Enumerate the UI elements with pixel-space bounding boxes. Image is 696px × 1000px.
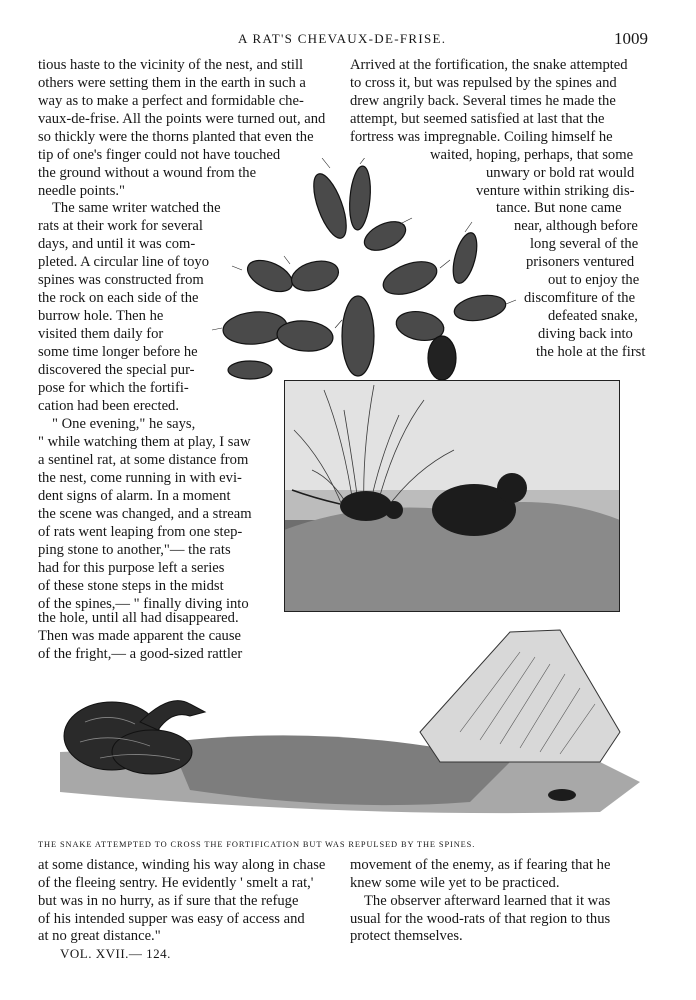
text-line: vaux-de-frise. All the points were turned out, and	[38, 111, 326, 127]
text-line: The observer afterward learned that it was	[364, 893, 611, 909]
text-line: at some distance, winding his way along in chase	[38, 857, 326, 873]
text-line: to cross it, but was repulsed by the spines and	[350, 75, 617, 91]
text-line: a sentinel rat, at some distance from	[38, 452, 249, 468]
text-line: of these stone steps in the midst	[38, 578, 224, 594]
text-line: rats at their work for several	[38, 218, 203, 234]
rats-illustration	[284, 380, 620, 612]
text-line: of the fright,— a good-sized rattler	[38, 646, 243, 662]
text-line: cation had been erected.	[38, 398, 179, 414]
page-header	[0, 29, 696, 51]
text-line: dent signs of alarm. In a moment	[38, 488, 231, 504]
text-line: so thickly were the thorns planted that even the	[38, 129, 314, 145]
text-line: of the spines,— " finally diving into	[38, 596, 249, 612]
text-line: usual for the wood-rats of that region to thus	[350, 911, 611, 927]
running-title: A RAT'S CHEVAUX-DE-FRISE.	[238, 31, 447, 46]
text-line: tip of one's finger could not have touched	[38, 147, 281, 163]
text-line: of the fleeing sentry. He evidently ' smelt a rat,'	[38, 875, 314, 891]
text-line: of rats went leaping from one step-	[38, 524, 243, 540]
text-line: needle points."	[38, 183, 126, 199]
text-line: venture within striking dis-	[476, 183, 635, 199]
volume-folio: VOL. XVII.— 124.	[60, 946, 171, 961]
text-line: waited, hoping, perhaps, that some	[430, 147, 634, 163]
text-line: the scene was changed, and a stream	[38, 506, 252, 522]
text-line: out to enjoy the	[548, 272, 640, 288]
text-line: tious haste to the vicinity of the nest, and still	[38, 57, 304, 73]
text-line: the hole at the first	[536, 344, 646, 360]
text-line: days, and until it was com-	[38, 236, 196, 252]
text-line: tance. But none came	[496, 200, 622, 216]
text-line: knew some wile yet to be practiced.	[350, 875, 560, 891]
figure-caption: THE SNAKE ATTEMPTED TO CROSS THE FORTIFICATION BUT WAS REPULSED BY THE SPINES.	[38, 840, 476, 849]
text-line: the ground without a wound from the	[38, 165, 257, 181]
text-line: movement of the enemy, as if fearing that he	[350, 857, 611, 873]
text-line: near, although before	[514, 218, 638, 234]
text-line: others were setting them in the earth in such a	[38, 75, 306, 91]
text-line: prisoners ventured	[526, 254, 635, 270]
text-line: discomfiture of the	[524, 290, 636, 306]
text-line: protect themselves.	[350, 928, 463, 944]
text-line: " One evening," he says,	[52, 416, 196, 432]
text-line: fortress was impregnable. Coiling himself he	[350, 129, 613, 145]
text-line: the rock on each side of the	[38, 290, 199, 306]
text-line: The same writer watched the	[52, 200, 221, 216]
text-line: visited them daily for	[38, 326, 164, 342]
text-line: spines was constructed from	[38, 272, 204, 288]
text-line: long several of the	[530, 236, 639, 252]
text-line: diving back into	[538, 326, 633, 342]
text-line: defeated snake,	[548, 308, 638, 324]
text-line: drew angrily back. Several times he made the	[350, 93, 616, 109]
text-line: some time longer before he	[38, 344, 198, 360]
text-line: discovered the special pur-	[38, 362, 195, 378]
text-line: ping stone to another,"— the rats	[38, 542, 231, 558]
text-line: attempt, but seemed satisfied at last that the	[350, 111, 605, 127]
text-line: had for this purpose left a series	[38, 560, 225, 576]
text-line: burrow hole. Then he	[38, 308, 164, 324]
text-line: Arrived at the fortification, the snake attempted	[350, 57, 628, 73]
text-line: Then was made apparent the cause	[38, 628, 242, 644]
text-line: but was in no hurry, as if sure that the refuge	[38, 893, 299, 909]
text-line: of his intended supper was easy of access and	[38, 911, 305, 927]
cactus-illustration	[210, 158, 520, 386]
text-line: the nest, come running in with evi-	[38, 470, 242, 486]
text-line: at no great distance."	[38, 928, 161, 944]
text-line: unwary or bold rat would	[486, 165, 635, 181]
text-line: the hole, until all had disappeared.	[38, 610, 239, 626]
text-line: " while watching them at play, I saw	[38, 434, 251, 450]
page-number: 1009	[614, 29, 648, 48]
text-line: pose for which the fortifi-	[38, 380, 189, 396]
text-line: pleted. A circular line of toyo	[38, 254, 210, 270]
text-line: way as to make a perfect and formidable che-	[38, 93, 304, 109]
